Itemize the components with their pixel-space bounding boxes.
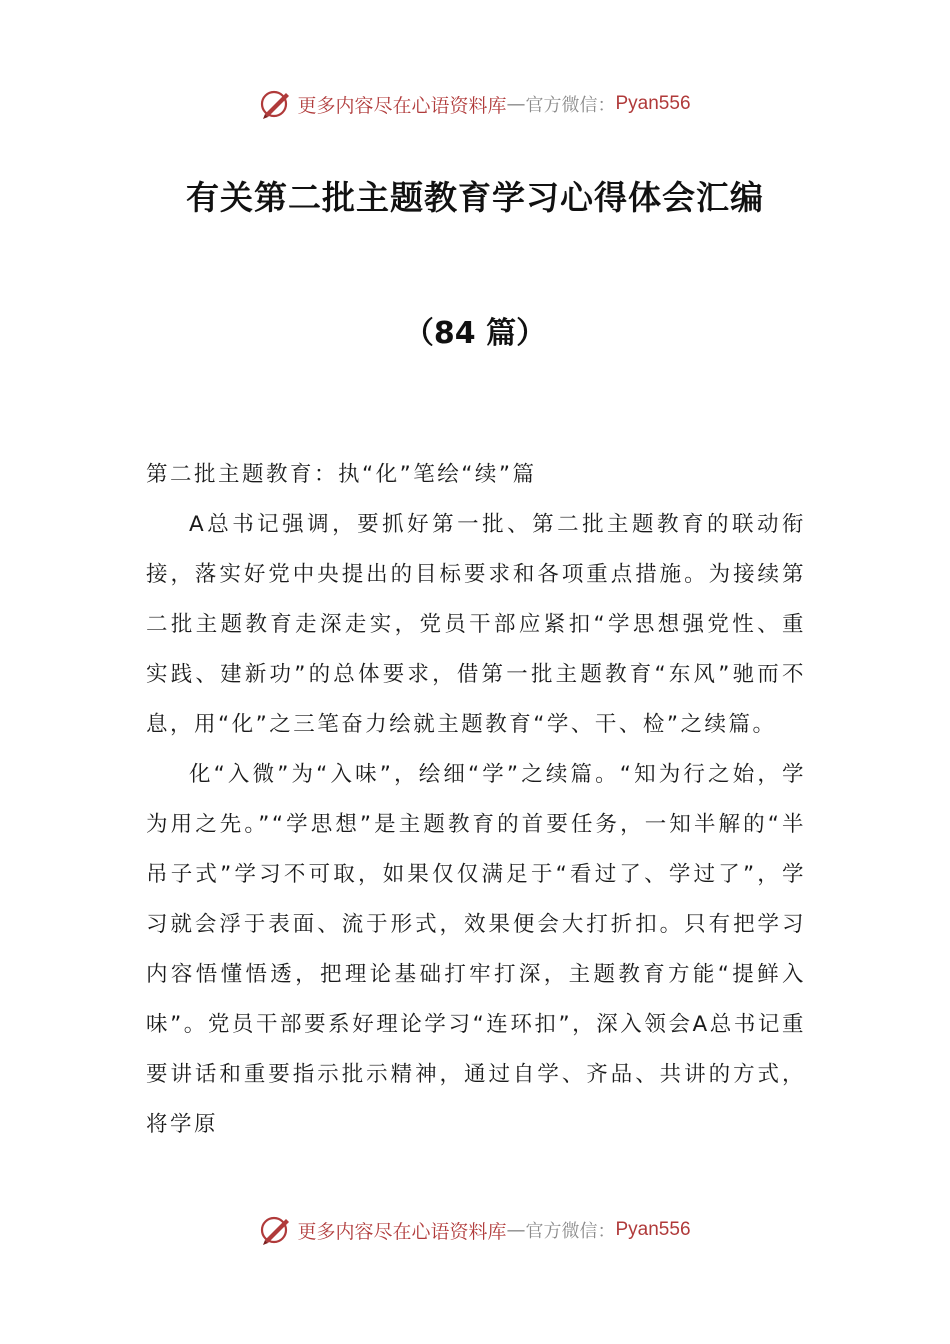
- document-subtitle: （84 篇）: [403, 316, 547, 351]
- brand-text: 更多内容尽在心语资料库: [297, 1220, 507, 1243]
- official-wechat-label: 官方微信：: [525, 1221, 616, 1242]
- document-body: [146, 450, 806, 1150]
- official-wechat-label: 官方微信：: [525, 95, 616, 116]
- pen-circle-logo-icon: [259, 1213, 293, 1247]
- section-title: 第二批主题教育：执“化”笔绘“续”篇: [146, 462, 537, 487]
- wechat-id: Pyan556: [615, 1219, 691, 1240]
- document-title: 有关第二批主题教育学习心得体会汇编: [186, 178, 764, 217]
- pen-circle-logo-icon: [259, 87, 293, 121]
- wechat-id: Pyan556: [615, 93, 691, 114]
- header-watermark-banner: [0, 84, 950, 124]
- paragraph-2: 化“入微”为“入味”，绘细“学”之续篇。“知为行之始，学为用之先。”“学思想”是主题教育的首要任务，一知半解的“半吊子式”学习不可取，如果仅仅满足于“看过了、学过了”，学习就会浮于表面、流于形式，效果便会大打折扣。只有把学习内容悟懂悟透，把理论基础打牢打深，主题教育方能“提鲜入味”。党员干部要系好理论学习“连环扣”，深入领会A总书记重要讲话和重要指示批示精神，通过自学、齐品、共讲的方式，将学原: [146, 762, 806, 1137]
- paragraph-1: A总书记强调，要抓好第一批、第二批主题教育的联动衔接，落实好党中央提出的目标要求和各项重点措施。为接续第二批主题教育走深走实，党员干部应紧扣“学思想强党性、重实践、建新功”的总体要求，借第一批主题教育“东风”驰而不息，用“化”之三笔奋力绘就主题教育“学、干、检”之续篇。: [146, 512, 806, 737]
- banner-dash: —: [506, 1219, 526, 1241]
- brand-text: 更多内容尽在心语资料库: [297, 94, 507, 117]
- banner-dash: —: [506, 93, 526, 115]
- footer-watermark-banner: [0, 1210, 950, 1250]
